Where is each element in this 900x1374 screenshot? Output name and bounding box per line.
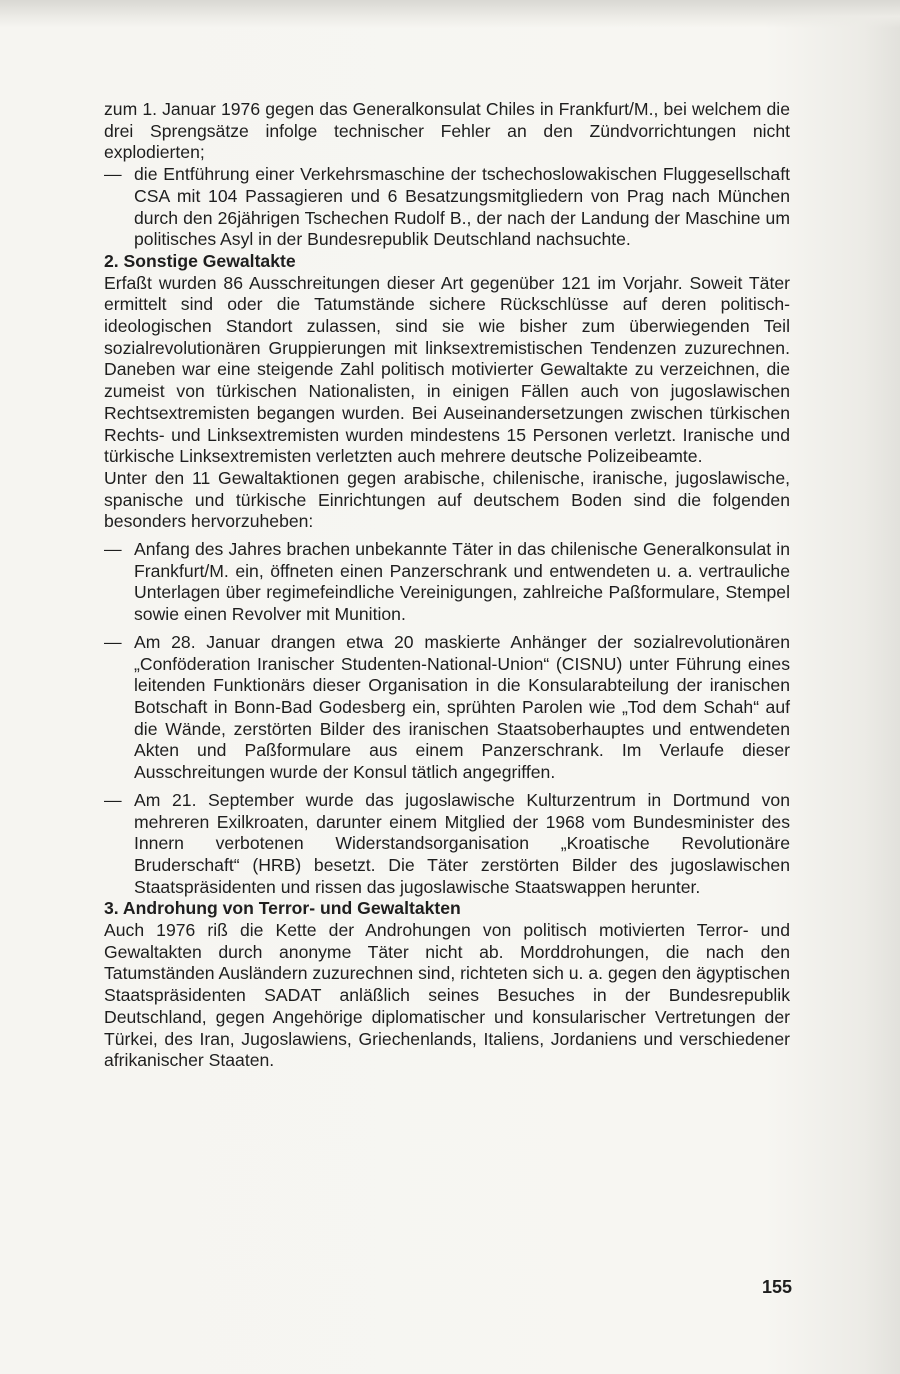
list-item-text: Anfang des Jahres brachen unbekannte Täter in das chilenische Generalkonsulat in Frankfurt/M. ein, öffneten einen Panzerschrank und entwendeten u. a. vertrauliche Unterlagen über regimefeindliche Vereinigungen, zahlreiche Paßformulare, Stempel sowie einen Revolver mit Munition. xyxy=(134,539,790,625)
document-body xyxy=(104,99,790,1072)
list-dash: — xyxy=(104,789,122,810)
list-item xyxy=(104,632,790,784)
intro-list-item xyxy=(104,164,790,251)
list-dash: — xyxy=(104,164,122,185)
list-dash: — xyxy=(104,631,122,652)
list-item xyxy=(104,790,790,899)
section-heading-3: 3. Androhung von Terror- und Gewaltakten xyxy=(104,898,461,919)
section3-paragraph: Auch 1976 riß die Kette der Androhungen von politisch motivierten Terror- und Gewaltakten durch anonyme Täter nicht ab. Morddrohungen, die nach den Tatumständen Ausländern zuzurechnen sind, richteten sich u. a. gegen den ägyptischen Staatspräsidenten SADAT anläßlich seines Besuches in der Bundesrepublik Deutschland, gegen Angehörige diplomatischer und konsularischer Vertretungen der Türkei, des Iran, Jugoslawiens, Griechenlands, Italiens, Jordaniens und verschiedener afrikanischer Staaten. xyxy=(104,920,790,1071)
list-item xyxy=(104,539,790,626)
section-heading-2: 2. Sonstige Gewaltakte xyxy=(104,250,296,271)
list-item-text: Am 28. Januar drangen etwa 20 maskierte Anhänger der sozialrevolutionären „Conföderation Iranischer Studenten-National-Union“ (CISNU) unter Führung eines leitenden Funktionärs dieser Organisation in die Konsularabteilung der iranischen Botschaft in Bonn-Bad Godesberg ein, sprühten Parolen wie „Tod dem Schah“ auf die Wände, zerstörten Bilder des iranischen Staatsoberhauptes und entwendeten Akten und Paßformulare aus einem Panzerschrank. Im Verlaufe dieser Ausschreitungen wurde der Konsul tätlich angegriffen. xyxy=(134,631,790,783)
section2-paragraph-2: Unter den 11 Gewaltaktionen gegen arabische, chilenische, iranische, jugoslawische, spanische und türkische Einrichtungen auf deutschem Boden sind die folgenden besonders hervorzuheben: xyxy=(104,467,790,532)
list-item-text: Am 21. September wurde das jugoslawische Kulturzentrum in Dortmund von mehreren Exilkroaten, darunter einem Mitglied der 1968 vom Bundesminister des Innern verbotenen Widerstandsorganisation „Kroatische Revolutionäre Bruderschaft“ (HRB) besetzt. Die Täter zerstörten Bilder des jugoslawischen Staatspräsidenten und rissen das jugoslawische Staatswappen herunter. xyxy=(134,789,790,897)
list-dash: — xyxy=(104,539,122,560)
section2-paragraph-1: Erfaßt wurden 86 Ausschreitungen dieser Art gegenüber 121 im Vorjahr. Soweit Täter ermittelt sind oder die Tatumstände sichere Rückschlüsse auf deren politisch-ideologischen Standort zulassen, sind sie wie bisher zum überwiegenden Teil sozialrevolutionären Gruppierungen mit linksextremistischen Tendenzen zuzurechnen. Daneben war eine steigende Zahl politisch motivierter Gewaltakte zu verzeichnen, die zumeist von türkischen Nationalisten, in einigen Fällen auch von jugoslawischen Rechtsextremisten begangen wurden. Bei Auseinandersetzungen zwischen türkischen Rechts- und Linksextremisten wurden mindestens 15 Personen verletzt. Iranische und türkische Linksextremisten verletzten auch mehrere deutsche Polizeibeamte. xyxy=(104,272,790,467)
list-item-text: die Entführung einer Verkehrsmaschine der tschechoslowakischen Fluggesellschaft CSA mit 104 Passagieren und 6 Besatzungsmitgliedern von Prag nach München durch den 26jährigen Tschechen Rudolf B., der nach der Landung der Maschine um politisches Asyl in der Bundesrepublik Deutschland nachsuchte. xyxy=(134,164,790,250)
scan-edge-shadow xyxy=(0,0,900,28)
page-number: 155 xyxy=(761,1277,792,1297)
intro-continuation: zum 1. Januar 1976 gegen das Generalkonsulat Chiles in Frankfurt/M., bei welchem die drei Sprengsätze infolge technischer Fehler an den Zündvorrichtungen nicht explodierten; xyxy=(104,99,790,163)
